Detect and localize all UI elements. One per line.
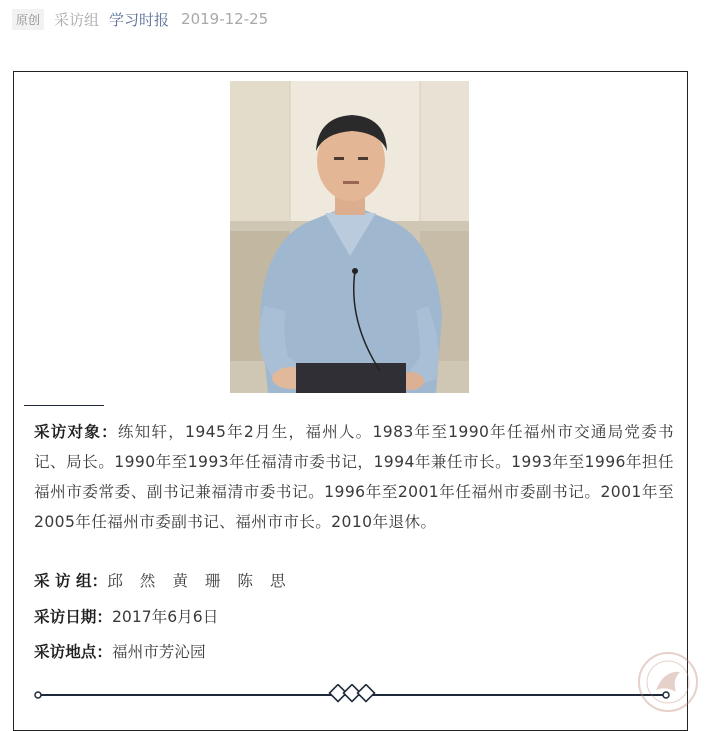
- group-label: 采 访 组：: [34, 572, 108, 590]
- interview-date-row: [34, 605, 218, 627]
- original-badge: 原创: [12, 9, 44, 30]
- diamond-ornament-icon: [34, 684, 670, 706]
- article-meta-bar: [12, 8, 268, 30]
- interview-place-row: [34, 640, 206, 662]
- place-label: 采访地点：: [34, 643, 112, 661]
- date-label: 采访日期：: [34, 608, 112, 626]
- date-value: 2017年6月6日: [111, 608, 219, 626]
- place-value: 福州市芳沁园: [111, 643, 206, 661]
- subject-bio: [34, 417, 674, 537]
- author-name: 采访组: [54, 10, 100, 29]
- group-names: 邱 然 黄 珊 陈 思: [107, 572, 292, 590]
- publish-date: 2019-12-25: [181, 10, 269, 28]
- section-rule: [24, 405, 104, 406]
- profile-card: [13, 71, 688, 731]
- subject-label: 采访对象：: [34, 423, 118, 441]
- account-link[interactable]: 学习时报: [109, 10, 170, 29]
- subject-text: 练知轩，1945年2月生，福州人。1983年至1990年任福州市交通局党委书记、局长。1990年至1993年任福清市委书记，1994年兼任市长。1993年至1996年担任福州市委常委、副书记兼福清市委书记。1996年至2001年任福州市委副书记。2001年至2005年任福州市委副书记、福州市市长。2010年退休。: [34, 423, 674, 531]
- subject-photo[interactable]: [230, 81, 469, 393]
- watermark-seal-icon: [636, 650, 700, 714]
- interview-group-row: [34, 569, 292, 591]
